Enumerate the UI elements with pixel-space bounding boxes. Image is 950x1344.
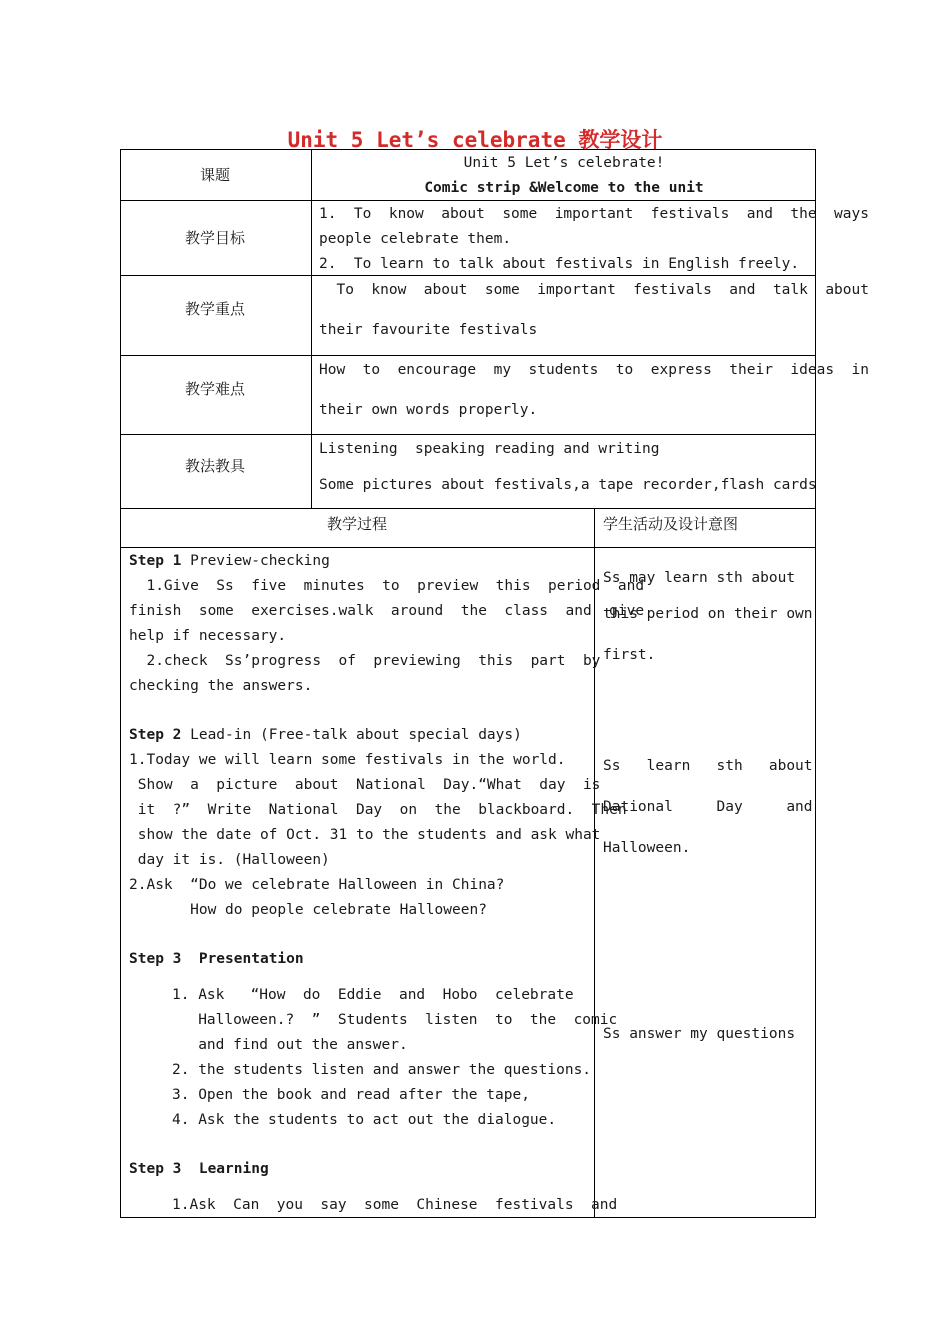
step-4-name: Learning [181, 1161, 269, 1177]
step-1-line-3: help if necessary. [129, 628, 287, 644]
step-1-line-4: 2.check Ss’progress of previewing this part by [129, 653, 601, 669]
step-2-line-3: it ?” Write National Day on the blackboard. Then [129, 802, 627, 818]
difficulties-line-2: their own words properly. [319, 402, 538, 418]
step-3-number: Step 3 [129, 951, 182, 967]
methods-line-2: Some pictures about festivals,a tape recorder,flash cards [319, 477, 817, 493]
objectives-line-3: 2. To learn to talk about festivals in English freely. [319, 256, 800, 272]
objectives-line-1: 1. To know about some important festivals and the ways [319, 206, 869, 222]
step-3-line-5: 3. Open the book and read after the tape, [172, 1087, 530, 1103]
step-3-line-4: 2. the students listen and answer the questions. [172, 1062, 592, 1078]
activity-1-line-3: first. [603, 647, 656, 663]
step-2-name: Lead-in (Free-talk about special days) [181, 727, 522, 743]
step-3-heading [129, 947, 304, 972]
activity-1-line-1: Ss may learn sth about [603, 570, 796, 586]
objectives-line-2: people celebrate them. [319, 231, 512, 247]
step-3-line-2: Halloween.? ” Students listen to the comic [172, 1012, 618, 1028]
row-divider [120, 547, 816, 548]
activity-2-line-1: Ss learn sth about [603, 758, 813, 774]
step-2-line-5: day it is. (Halloween) [129, 852, 330, 868]
step-1-line-2: finish some exercises.walk around the class and give [129, 603, 645, 619]
difficulties-line-1: How to encourage my students to express their ideas in [319, 362, 869, 378]
process-header: 教学过程 [326, 515, 387, 533]
step-1-name: Preview-checking [181, 553, 330, 569]
activity-1-line-2: this period on their own [603, 606, 813, 622]
topic-label: 课题 [199, 166, 230, 184]
topic-line-1: Unit 5 Let’s celebrate! [463, 155, 665, 171]
step-4-number: Step 3 [129, 1161, 182, 1177]
topic-line-2: Comic strip &Welcome to the unit [424, 180, 704, 196]
key-points-line-1: To know about some important festivals and talk about [319, 282, 869, 298]
step-1-heading [129, 549, 330, 574]
methods-line-1: Listening speaking reading and writing [319, 441, 660, 457]
row-divider [120, 508, 816, 509]
step-3-line-6: 4. Ask the students to act out the dialogue. [172, 1112, 557, 1128]
step-1-line-1: 1.Give Ss five minutes to preview this period and [129, 578, 645, 594]
methods-label: 教法教具 [184, 457, 245, 475]
activity-3-line-1: Ss answer my questions [603, 1026, 796, 1042]
step-2-line-1: 1.Today we will learn some festivals in the world. [129, 752, 566, 768]
column-divider [311, 149, 312, 508]
step-3-line-1: 1. Ask “How do Eddie and Hobo celebrate [172, 987, 574, 1003]
objectives-label: 教学目标 [184, 229, 245, 247]
activity-2-line-3: Halloween. [603, 840, 691, 856]
step-4-line-1: 1.Ask Can you say some Chinese festivals and [172, 1197, 618, 1213]
step-3-line-3: and find out the answer. [172, 1037, 408, 1053]
step-1-number: Step 1 [129, 553, 182, 569]
step-2-line-4: show the date of Oct. 31 to the students and ask what [129, 827, 601, 843]
step-2-line-2: Show a picture about National Day.“What day is [129, 777, 601, 793]
row-divider [120, 355, 816, 356]
step-3-name: Presentation [181, 951, 304, 967]
step-4-heading [129, 1157, 269, 1182]
activity-2-line-2: Dational Day and [603, 799, 813, 815]
step-2-line-7: How do people celebrate Halloween? [129, 902, 487, 918]
key-points-line-2: their favourite festivals [319, 322, 538, 338]
step-2-number: Step 2 [129, 727, 182, 743]
difficulties-label: 教学难点 [184, 380, 245, 398]
document-title: Unit 5 Let’s celebrate 教学设计 [287, 128, 663, 152]
key-points-label: 教学重点 [184, 300, 245, 318]
step-2-line-6: 2.Ask “Do we celebrate Halloween in China? [129, 877, 505, 893]
step-1-line-5: checking the answers. [129, 678, 313, 694]
step-2-heading [129, 723, 522, 748]
row-divider [120, 434, 816, 435]
activities-header: 学生活动及设计意图 [603, 515, 739, 533]
